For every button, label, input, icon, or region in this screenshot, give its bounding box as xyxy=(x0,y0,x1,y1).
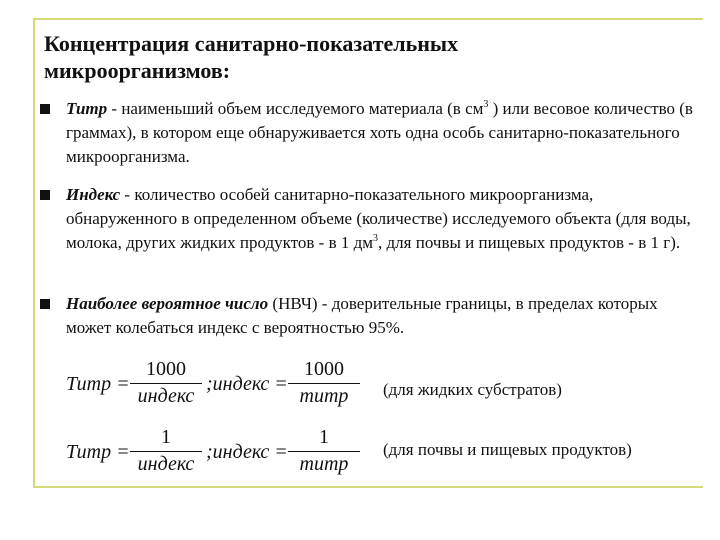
term-label: Наиболее вероятное число xyxy=(66,294,269,313)
fraction-denominator: титр xyxy=(299,453,349,475)
fraction-bar xyxy=(288,383,360,384)
fraction-numerator: 1 xyxy=(161,426,171,448)
fraction-denominator: титр xyxy=(299,385,349,407)
fraction xyxy=(284,358,364,408)
fraction-bar xyxy=(130,383,202,384)
fraction-denominator: индекс xyxy=(137,453,195,475)
item-text xyxy=(66,97,695,169)
fraction xyxy=(126,358,206,408)
list-item-index xyxy=(40,183,695,255)
fraction-denominator: индекс xyxy=(137,385,195,407)
fraction-numerator: 1000 xyxy=(304,358,344,380)
item-text xyxy=(66,292,695,340)
term-label: Индекс xyxy=(66,185,121,204)
frame-left-line xyxy=(33,18,35,488)
superscript: 3 xyxy=(483,99,489,110)
frame-bottom-line xyxy=(33,486,703,488)
fraction-bar xyxy=(288,451,360,452)
formula-separator: ;индекс = xyxy=(206,441,288,463)
fraction-numerator: 1000 xyxy=(146,358,186,380)
fraction-numerator: 1 xyxy=(319,426,329,448)
title-line-1: Концентрация санитарно-показательных xyxy=(44,31,459,56)
list-item-nvch xyxy=(40,292,695,340)
term-label: Титр xyxy=(66,99,108,118)
title-line-2: микроорганизмов: xyxy=(44,58,231,83)
formula-liquid xyxy=(66,358,366,408)
slide-title xyxy=(44,30,684,84)
item-text-a: (НВЧ) - доверительные границы, в пределах которых может колебаться индекс с вероятностью 95%. xyxy=(66,294,658,337)
formula-note: (для почвы и пищевых продуктов) xyxy=(383,440,632,459)
frame-top-line xyxy=(33,18,703,20)
item-text xyxy=(66,183,695,255)
list-item-titr xyxy=(40,97,695,169)
item-text-a: - количество особей санитарно-показательного микроорганизма, обнаруженного в определенном объеме (количестве) исследуемого объекта (для воды, молока, других жидких продуктов - в 1 дм xyxy=(66,185,691,252)
fraction-bar xyxy=(130,451,202,452)
bullet-icon xyxy=(40,299,50,309)
item-text-a: - наименьший объем исследуемого материала (в см xyxy=(107,99,484,118)
formula-lhs: Титр = xyxy=(66,373,130,395)
fraction xyxy=(126,426,206,476)
bullet-icon xyxy=(40,190,50,200)
fraction xyxy=(284,426,364,476)
item-text-b: , для почвы и пищевых продуктов - в 1 г). xyxy=(378,233,681,252)
formula-soil xyxy=(66,426,366,476)
formula-lhs: Титр = xyxy=(66,441,130,463)
bullet-icon xyxy=(40,104,50,114)
formula-note: (для жидких субстратов) xyxy=(383,380,562,399)
item-text-b: ) или весовое количество (в граммах), в котором еще обнаруживается хоть одна особь санитарно-показательного микроорганизма. xyxy=(66,99,693,166)
formula-separator: ;индекс = xyxy=(206,373,288,395)
superscript: 3 xyxy=(373,233,379,244)
